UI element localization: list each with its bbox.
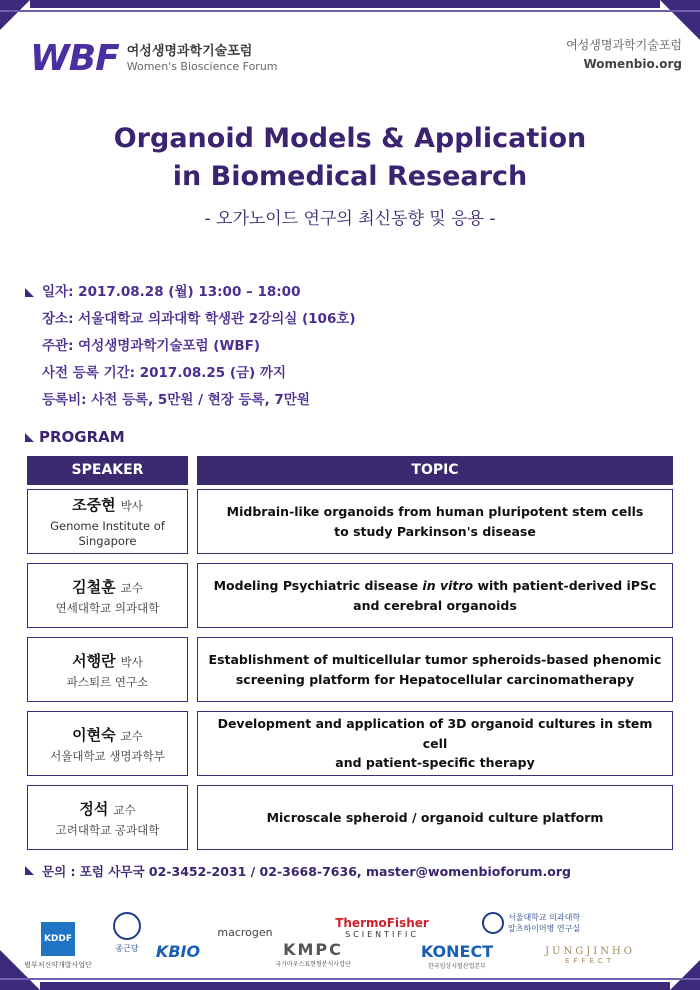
wbf-logo xyxy=(30,38,278,79)
topic-column-header: TOPIC xyxy=(197,456,673,485)
sponsor-konect: KONECT 한국임상시험산업본부 xyxy=(420,942,494,970)
logo-english-name: Women's Bioscience Forum xyxy=(126,59,278,73)
topic-line: and cerebral organoids xyxy=(353,597,517,613)
topic-line: Establishment of multicellular tumor spheroids-based phenomic xyxy=(208,652,662,668)
speaker-title: 박사 xyxy=(120,499,143,514)
sponsor-macrogen: macrogen xyxy=(217,926,273,939)
topic-cell xyxy=(197,785,673,850)
topic-line: Development and application of 3D organoid cultures in stem cell xyxy=(217,716,653,751)
logo-mark: WBF xyxy=(30,38,119,79)
topic-line: Midbrain-like organoids from human pluripotent stem cells xyxy=(226,504,644,520)
speaker-title: 교수 xyxy=(120,728,143,743)
speaker-title: 교수 xyxy=(120,580,143,595)
triangle-bullet-icon xyxy=(25,866,34,875)
table-row xyxy=(0,711,700,776)
topic-cell xyxy=(197,563,673,628)
speaker-cell xyxy=(27,563,188,628)
topic-line: and patient-specific therapy xyxy=(335,755,535,771)
topic-line: Modeling Psychiatric disease in vitro with patient-derived iPSc xyxy=(213,578,657,594)
sponsor-kmpc: KMPC 국가마우스표현형분석사업단 xyxy=(275,940,351,968)
event-subtitle: - 오가노이드 연구의 최신동향 및 응용 - xyxy=(204,209,496,229)
speaker-cell xyxy=(27,637,188,702)
topic-cell xyxy=(197,637,673,702)
table-row xyxy=(0,785,700,850)
speaker-name: 김철훈 xyxy=(72,577,116,596)
triangle-bullet-icon xyxy=(25,433,34,442)
table-row xyxy=(0,637,700,702)
speaker-affiliation: 파스퇴르 연구소 xyxy=(66,674,149,689)
sponsor-snu-alzheimer: 서울대학교 의과대학 알츠하이머병 연구실 xyxy=(482,912,632,934)
speaker-name: 서행란 xyxy=(72,651,116,670)
speaker-name: 정석 xyxy=(79,799,109,818)
info-preregistration: 사전 등록 기간: 2017.08.25 (금) 까지 xyxy=(42,365,287,381)
info-fee: 등록비: 사전 등록, 5만원 / 현장 등록, 7만원 xyxy=(42,392,310,408)
info-host: 주관: 여성생명과학기술포럼 (WBF) xyxy=(42,338,261,354)
triangle-bullet-icon xyxy=(25,288,34,297)
speaker-name: 이현숙 xyxy=(72,725,116,744)
info-date: 일자: 2017.08.28 (월) 13:00 – 18:00 xyxy=(42,284,301,300)
sponsor-logos xyxy=(0,900,700,980)
topic-line: screening platform for Hepatocellular carcinomatherapy xyxy=(235,671,635,687)
contact-info xyxy=(42,862,571,880)
sponsor-jungjinho: JUNGJINHO EFFECT xyxy=(545,946,635,965)
corner-top-left xyxy=(0,0,30,30)
corner-top-right xyxy=(660,0,700,40)
chongkundang-emblem-icon xyxy=(113,912,141,940)
speaker-column-header: SPEAKER xyxy=(27,456,188,485)
topic-line: Microscale spheroid / organoid culture platform xyxy=(266,809,604,825)
header-org-info xyxy=(566,36,682,73)
event-title xyxy=(0,120,700,196)
kddf-logo-icon: KDDF xyxy=(41,922,75,956)
table-row xyxy=(0,489,700,554)
sponsor-thermofisher: ThermoFisher SCIENTIFIC xyxy=(335,916,429,939)
speaker-name: 조중현 xyxy=(72,496,116,515)
event-info xyxy=(42,282,356,417)
sponsor-kbio: KBIO xyxy=(155,942,201,961)
speaker-cell xyxy=(27,785,188,850)
speaker-title: 교수 xyxy=(113,802,136,817)
snu-emblem-icon xyxy=(482,912,504,934)
topic-cell xyxy=(197,711,673,776)
speaker-cell xyxy=(27,711,188,776)
bottom-border xyxy=(40,982,670,990)
topic-cell xyxy=(197,489,673,554)
speaker-affiliation: 고려대학교 공과대학 xyxy=(55,822,160,837)
speaker-affiliation: 연세대학교 의과대학 xyxy=(55,600,160,615)
table-row xyxy=(0,563,700,628)
contact-text: 문의 : 포럼 사무국 02-3452-2031 / 02-3668-7636, master@womenbioforum.org xyxy=(42,864,571,879)
logo-korean-name: 여성생명과학기술포럼 xyxy=(126,44,253,60)
info-venue: 장소: 서울대학교 의과대학 학생관 2강의실 (106호) xyxy=(42,311,356,327)
speaker-cell xyxy=(27,489,188,554)
speaker-affiliation: 서울대학교 생명과학부 xyxy=(50,748,165,763)
header-org-name: 여성생명과학기술포럼 xyxy=(566,38,682,52)
top-border xyxy=(30,0,660,8)
sponsor-kddf: KDDF 범부처신약개발사업단 xyxy=(18,922,98,970)
program-heading: PROGRAM xyxy=(25,428,125,446)
speaker-affiliation: Genome Institute of Singapore xyxy=(50,519,165,548)
title-line-2: in Biomedical Research xyxy=(172,160,528,192)
sponsor-chongkundang: 종근당 xyxy=(102,912,152,954)
topic-line: to study Parkinson's disease xyxy=(334,523,536,539)
header-url[interactable]: Womenbio.org xyxy=(583,56,682,71)
title-line-1: Organoid Models & Application xyxy=(113,123,587,154)
top-border-line xyxy=(0,10,700,12)
speaker-title: 박사 xyxy=(120,654,143,669)
